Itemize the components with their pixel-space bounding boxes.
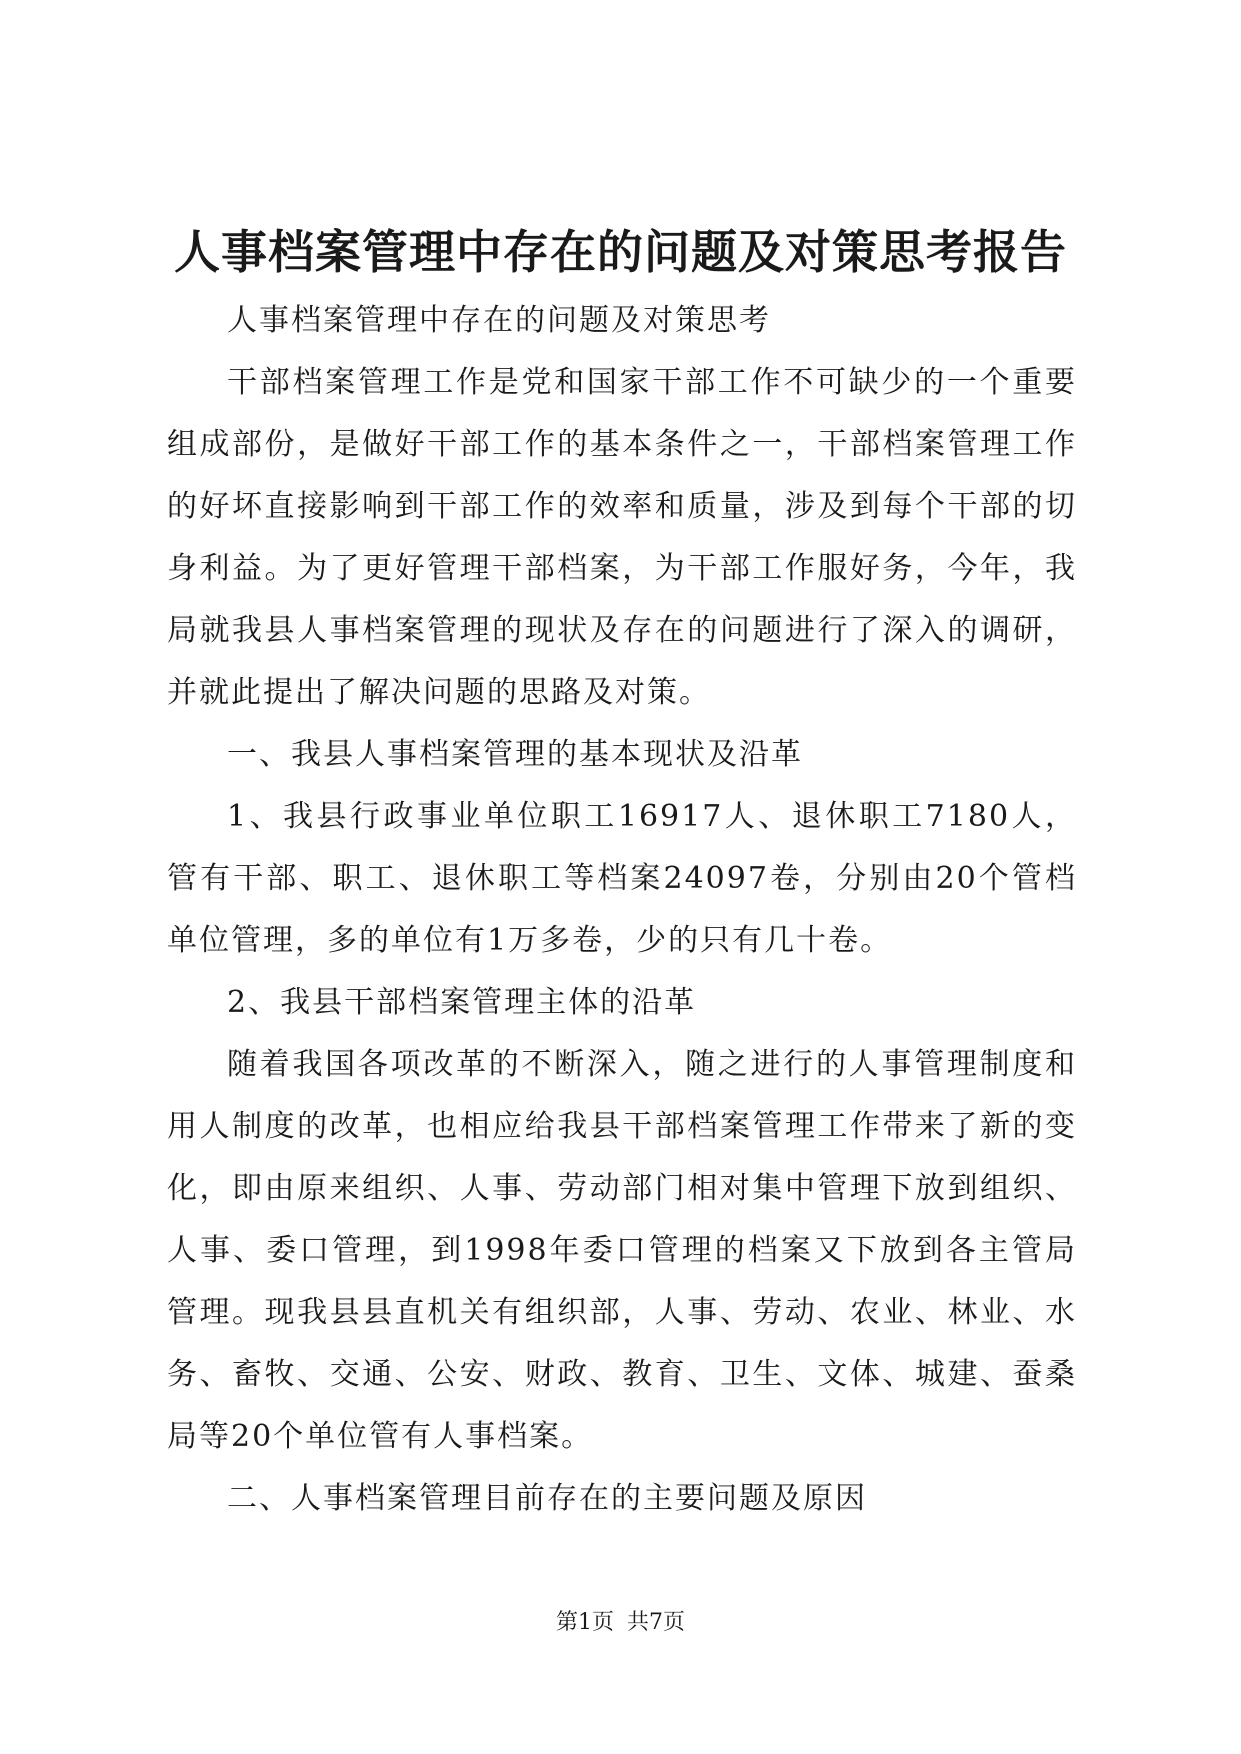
- section-heading-2: 二、人事档案管理目前存在的主要问题及原因: [227, 1481, 867, 1516]
- page-total: 共7页: [627, 1610, 685, 1635]
- page-number: 第1页: [556, 1610, 614, 1635]
- paragraph-subtitle: 人事档案管理中存在的问题及对策思考: [227, 303, 771, 338]
- page-footer: [0, 1608, 1241, 1638]
- paragraph-intro: 干部档案管理工作是党和国家干部工作不可缺少的一个重要组成部份，是做好干部工作的基本条件之一，干部档案管理工作的好坏直接影响到干部工作的效率和质量，涉及到每个干部的切身利益。为了更好管理干部档案，为干部工作服好务，今年，我局就我县人事档案管理的现状及存在的问题进行了深入的调研，并就此提出了解决问题的思路及对策。: [167, 365, 1077, 710]
- document-body: [167, 290, 1077, 1530]
- paragraph-item-2-heading: 2、我县干部档案管理主体的沿革: [227, 985, 697, 1020]
- paragraph-item-1: 1、我县行政事业单位职工16917人、退休职工7180人，管有干部、职工、退休职工等档案24097卷，分别由20个管档单位管理，多的单位有1万多卷，少的只有几十卷。: [167, 799, 1077, 958]
- paragraph-history: 随着我国各项改革的不断深入，随之进行的人事管理制度和用人制度的改革，也相应给我县干部档案管理工作带来了新的变化，即由原来组织、人事、劳动部门相对集中管理下放到组织、人事、委口管理，到1998年委口管理的档案又下放到各主管局管理。现我县县直机关有组织部，人事、劳动、农业、林业、水务、畜牧、交通、公安、财政、教育、卫生、文体、城建、蚕桑局等20个单位管有人事档案。: [167, 1047, 1077, 1454]
- document-title: 人事档案管理中存在的问题及对策思考报告: [174, 225, 1067, 279]
- section-heading-1: 一、我县人事档案管理的基本现状及沿革: [227, 737, 803, 772]
